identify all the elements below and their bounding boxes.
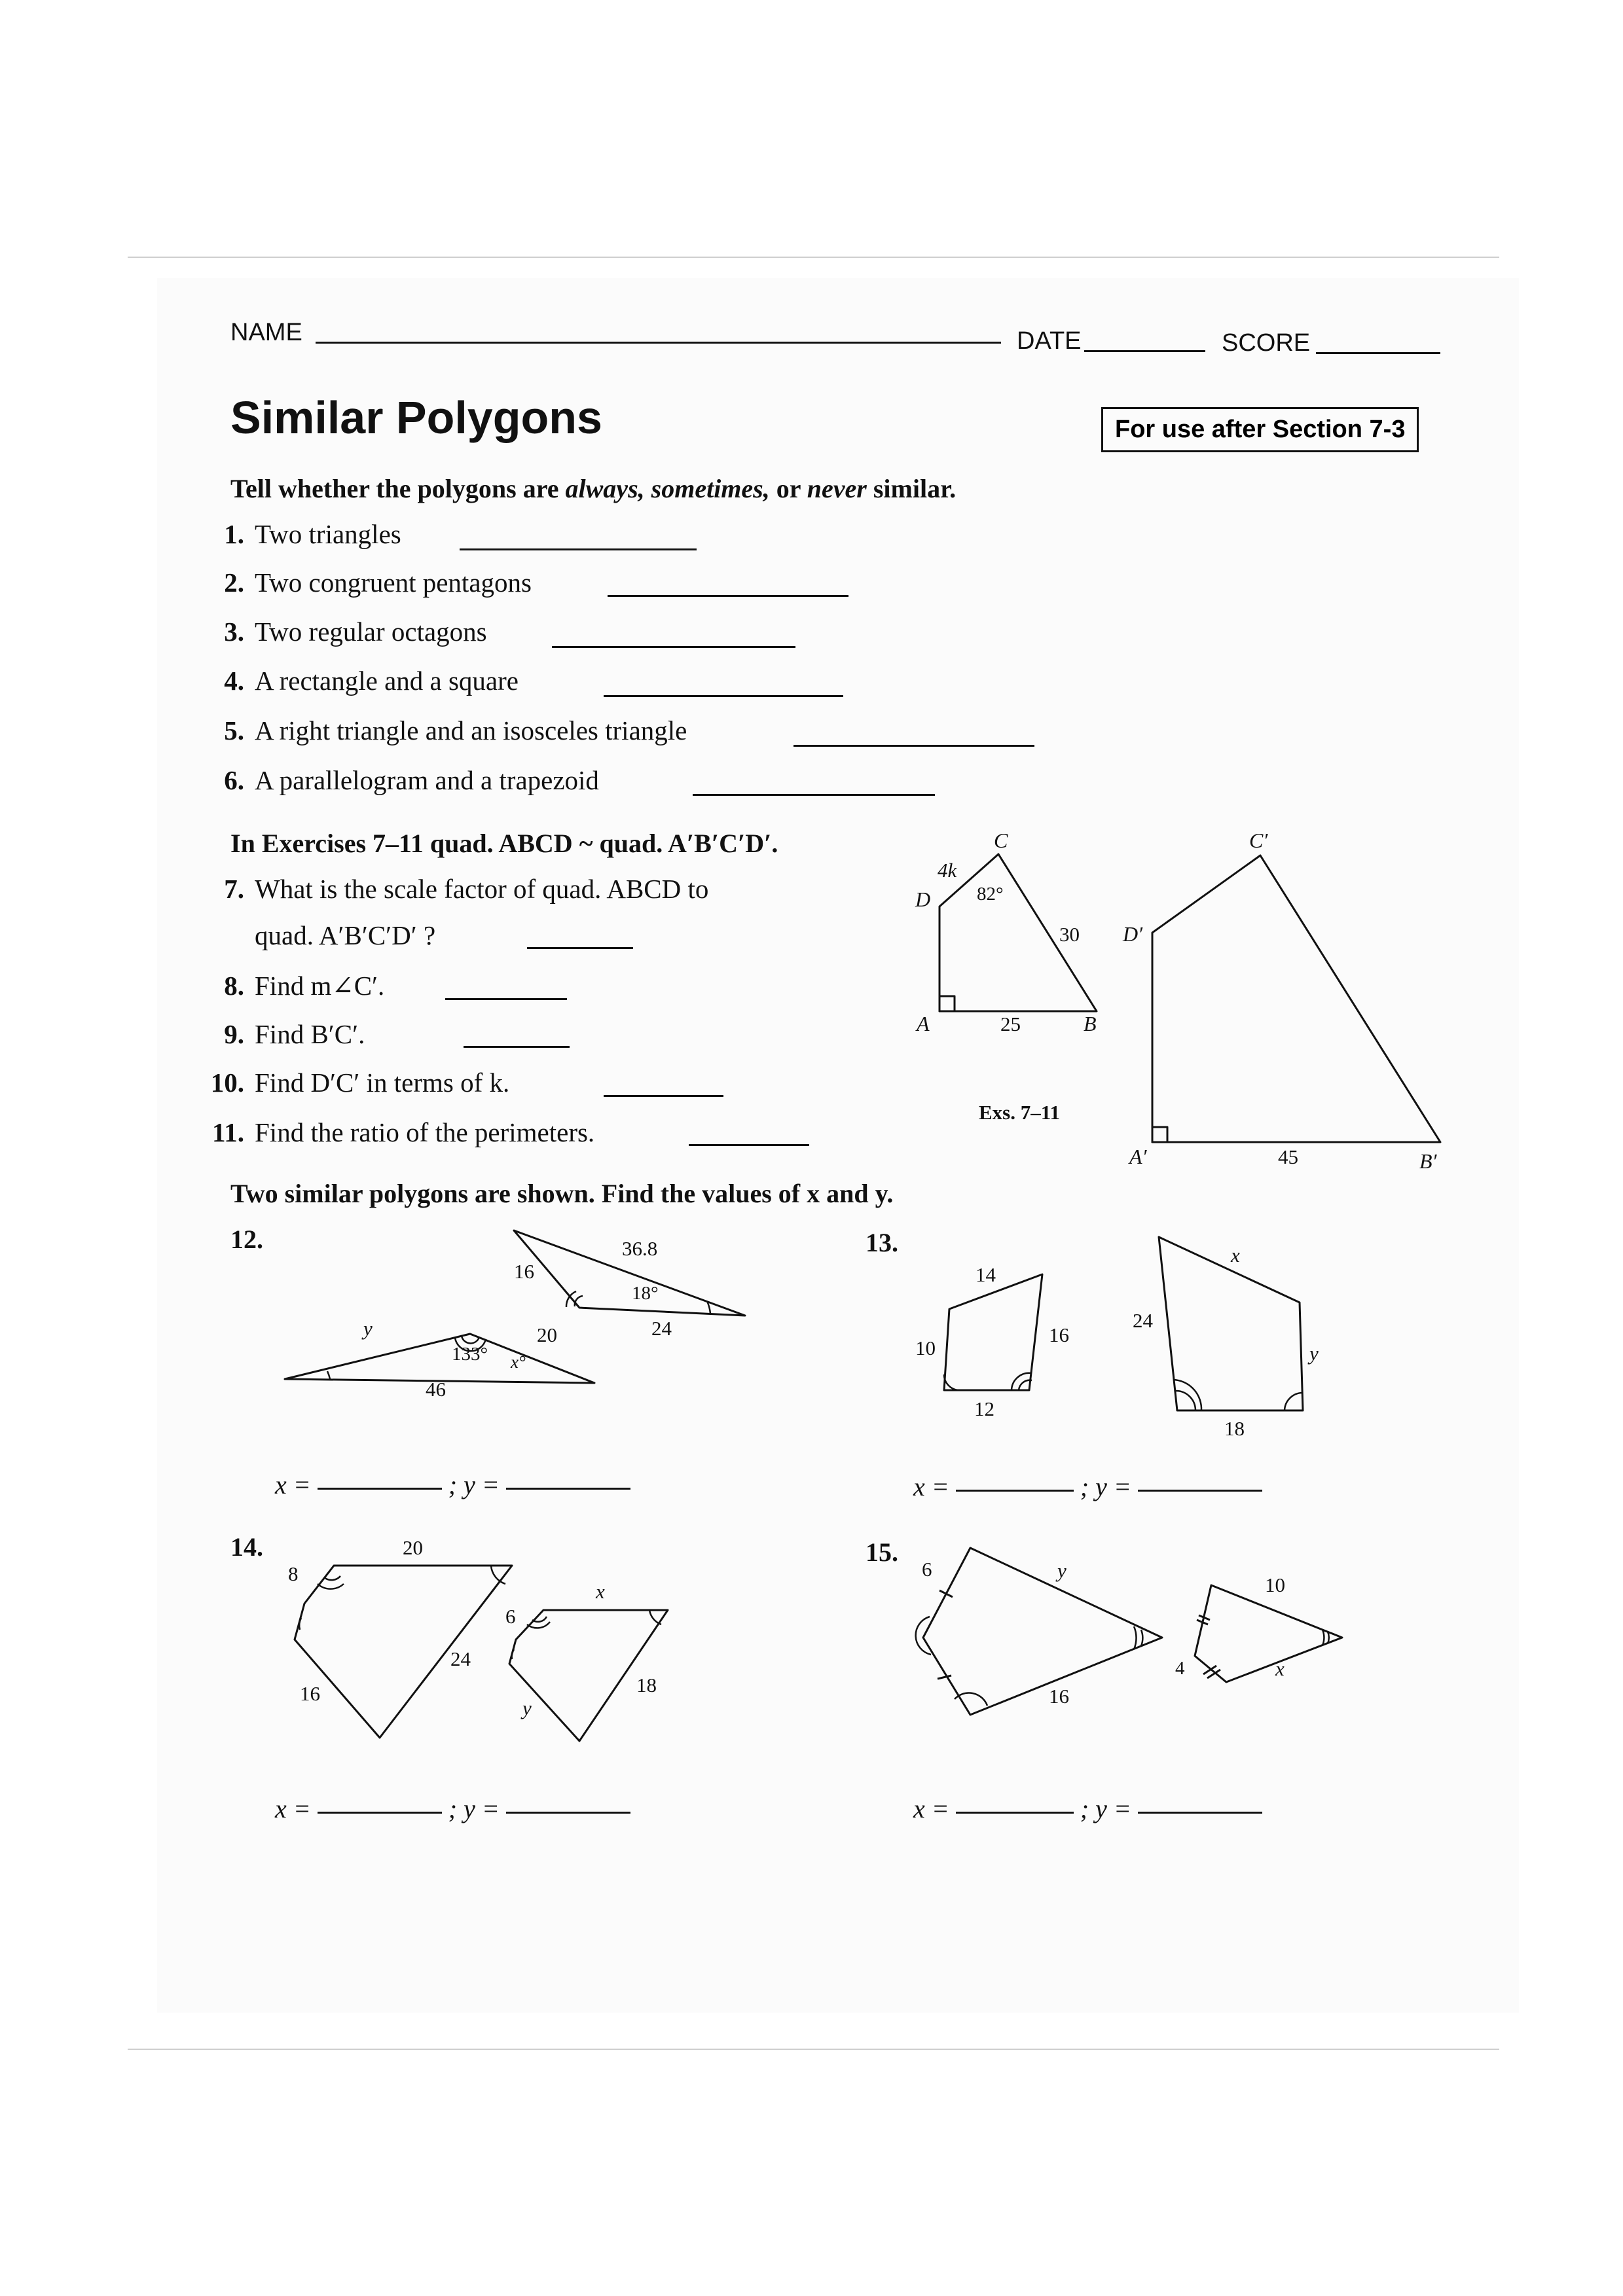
answer-blank-5[interactable] bbox=[793, 745, 1034, 747]
ex13-large-angle-mark-2 bbox=[1175, 1391, 1195, 1410]
label-25: 25 bbox=[1000, 1013, 1021, 1035]
ex15-x-blank[interactable] bbox=[956, 1812, 1074, 1814]
answer-blank-7[interactable] bbox=[527, 947, 633, 949]
ex12-x-blank[interactable] bbox=[318, 1488, 442, 1490]
date-field[interactable] bbox=[1084, 350, 1205, 352]
ex14-y-blank[interactable] bbox=[506, 1812, 630, 1814]
ex15-label-y: y bbox=[1057, 1559, 1067, 1582]
label-B: B bbox=[1084, 1012, 1097, 1035]
label-C-prime: C′ bbox=[1249, 829, 1268, 852]
exercise-14-number: 14. bbox=[230, 1532, 263, 1562]
ex15-label-4: 4 bbox=[1175, 1658, 1185, 1679]
ex14-label-x: x bbox=[596, 1580, 605, 1603]
question-7: 7. What is the scale factor of quad. ABCD to bbox=[224, 874, 709, 904]
answer-blank-3[interactable] bbox=[552, 646, 795, 648]
word-or: or bbox=[776, 474, 801, 503]
ex13-large-angle-mark-3 bbox=[1285, 1393, 1302, 1410]
large-quadrilateral bbox=[1152, 855, 1440, 1142]
ex14-label-8: 8 bbox=[288, 1562, 299, 1585]
figure-exs-7-11 bbox=[903, 825, 1453, 1178]
ex15-x-label: x = bbox=[913, 1794, 949, 1823]
word-never: never bbox=[807, 474, 867, 503]
ex12-label-18deg: 18° bbox=[632, 1283, 659, 1304]
ex14-large-angle-1a bbox=[318, 1584, 344, 1589]
ex13-x-label: x = bbox=[913, 1472, 949, 1501]
question-5: 5. A right triangle and an isosceles triangle bbox=[224, 715, 687, 745]
figure-exercise-15 bbox=[903, 1525, 1388, 1741]
question-1: 1. Two triangles bbox=[224, 519, 401, 549]
name-label: NAME bbox=[230, 319, 302, 346]
date-label: DATE bbox=[1017, 327, 1082, 355]
word-always: always, bbox=[565, 474, 645, 503]
ex12-label-36-8: 36.8 bbox=[622, 1237, 658, 1260]
ex12-label-24: 24 bbox=[651, 1317, 672, 1340]
ex13-answer bbox=[913, 1471, 1262, 1502]
label-4k: 4k bbox=[938, 859, 957, 882]
figure-caption: Exs. 7–11 bbox=[979, 1101, 1061, 1124]
question-6: 6. A parallelogram and a trapezoid bbox=[224, 765, 599, 795]
ex12-label-16: 16 bbox=[514, 1260, 534, 1283]
ex13-x-blank[interactable] bbox=[956, 1490, 1074, 1492]
section-note-box: For use after Section 7-3 bbox=[1101, 407, 1419, 452]
ex15-large-angle-2a bbox=[1134, 1626, 1137, 1649]
label-30: 30 bbox=[1059, 923, 1080, 946]
ex12-label-46: 46 bbox=[426, 1378, 446, 1401]
answer-blank-1[interactable] bbox=[460, 548, 697, 550]
ex15-label-16: 16 bbox=[1049, 1685, 1069, 1708]
ex12-label-x-deg: x° bbox=[511, 1352, 526, 1372]
ex13-y-label: ; y = bbox=[1080, 1472, 1131, 1501]
exercise-15-number: 15. bbox=[866, 1537, 898, 1567]
answer-blank-6[interactable] bbox=[693, 794, 935, 796]
label-D-prime: D′ bbox=[1123, 922, 1143, 946]
figure-exercise-14 bbox=[275, 1525, 707, 1761]
answer-blank-10[interactable] bbox=[604, 1095, 723, 1097]
ex15-label-10: 10 bbox=[1265, 1573, 1285, 1596]
ex15-label-x: x bbox=[1275, 1657, 1285, 1680]
ex15-small-angle-1a bbox=[1322, 1630, 1324, 1645]
ex12-x-label: x = bbox=[275, 1470, 311, 1499]
ex14-label-18: 18 bbox=[636, 1674, 657, 1696]
exercise-12-number: 12. bbox=[230, 1225, 263, 1254]
question-10: 10. Find D′C′ in terms of k. bbox=[210, 1067, 510, 1098]
answer-blank-4[interactable] bbox=[604, 695, 843, 697]
page-title: Similar Polygons bbox=[230, 392, 602, 443]
part1-instruction-prefix: Tell whether the polygons are bbox=[230, 474, 559, 503]
ex14-label-16: 16 bbox=[300, 1682, 320, 1705]
ex15-y-label: ; y = bbox=[1080, 1794, 1131, 1823]
ex13-small-angle-mark-1 bbox=[944, 1374, 960, 1390]
figure-exercise-12 bbox=[275, 1217, 759, 1414]
word-sometimes: sometimes, bbox=[651, 474, 770, 503]
label-A-prime: A′ bbox=[1129, 1145, 1147, 1168]
ex14-large-angle-2 bbox=[491, 1566, 505, 1584]
figure-exercise-13 bbox=[903, 1217, 1395, 1453]
label-D: D bbox=[915, 888, 931, 911]
ex12-answer bbox=[275, 1469, 630, 1500]
score-label: SCORE bbox=[1222, 329, 1311, 357]
ex14-x-label: x = bbox=[275, 1794, 311, 1823]
ex14-label-y: y bbox=[522, 1696, 532, 1719]
answer-blank-8[interactable] bbox=[445, 998, 567, 1000]
name-field[interactable] bbox=[316, 342, 1001, 344]
ex14-label-20: 20 bbox=[403, 1536, 423, 1559]
question-2: 2. Two congruent pentagons bbox=[224, 567, 532, 598]
label-A: A bbox=[917, 1012, 930, 1035]
top-border-line bbox=[128, 257, 1499, 258]
answer-blank-11[interactable] bbox=[689, 1144, 809, 1146]
question-11: 11. Find the ratio of the perimeters. bbox=[212, 1117, 595, 1147]
ex15-large-quadrilateral bbox=[923, 1548, 1162, 1715]
ex12-y-blank[interactable] bbox=[506, 1488, 630, 1490]
ex13-label-18: 18 bbox=[1224, 1417, 1245, 1440]
ex14-y-label: ; y = bbox=[448, 1794, 500, 1823]
part1-instruction bbox=[230, 473, 956, 504]
score-field[interactable] bbox=[1316, 352, 1440, 354]
part3-instruction: Two similar polygons are shown. Find the values of x and y. bbox=[230, 1179, 894, 1208]
ex14-large-angle-3 bbox=[299, 1618, 301, 1630]
ex13-y-blank[interactable] bbox=[1138, 1490, 1262, 1492]
small-right-angle-mark bbox=[939, 996, 955, 1011]
ex12-label-133deg: 133° bbox=[452, 1344, 488, 1365]
exercise-13-number: 13. bbox=[866, 1228, 898, 1257]
ex15-large-tick-2 bbox=[938, 1676, 951, 1679]
ex15-label-6: 6 bbox=[922, 1558, 932, 1581]
answer-blank-2[interactable] bbox=[608, 595, 848, 597]
label-B-prime: B′ bbox=[1419, 1149, 1437, 1173]
ex12-angle-mark-small-3 bbox=[327, 1371, 330, 1379]
ex15-small-angle-1b bbox=[1328, 1632, 1329, 1643]
ex14-x-blank[interactable] bbox=[318, 1812, 442, 1814]
ex12-y-label: ; y = bbox=[448, 1470, 500, 1499]
question-3: 3. Two regular octagons bbox=[224, 617, 487, 647]
ex13-label-12: 12 bbox=[974, 1397, 994, 1420]
large-right-angle-mark bbox=[1152, 1127, 1167, 1142]
label-82deg: 82° bbox=[977, 884, 1004, 905]
ex13-label-x: x bbox=[1231, 1244, 1240, 1266]
question-8: 8. Find m∠C′. bbox=[224, 971, 385, 1001]
ex14-answer bbox=[275, 1793, 630, 1824]
answer-blank-9[interactable] bbox=[464, 1046, 570, 1048]
ex13-label-14: 14 bbox=[976, 1263, 996, 1286]
part2-instruction: In Exercises 7–11 quad. ABCD ~ quad. A′B′C′D′. bbox=[230, 829, 778, 858]
ex14-label-24: 24 bbox=[450, 1647, 471, 1670]
ex15-small-quadrilateral bbox=[1195, 1585, 1342, 1682]
question-7-cont: quad. A′B′C′D′ ? bbox=[255, 920, 436, 950]
ex12-label-20: 20 bbox=[537, 1323, 557, 1346]
ex12-label-y: y bbox=[363, 1317, 373, 1340]
ex14-large-pentagon bbox=[295, 1566, 512, 1738]
ex13-label-10: 10 bbox=[915, 1336, 936, 1359]
bottom-border-line bbox=[128, 2049, 1499, 2050]
part1-instruction-suffix: similar. bbox=[873, 474, 957, 503]
question-4: 4. A rectangle and a square bbox=[224, 666, 519, 696]
label-45: 45 bbox=[1278, 1145, 1298, 1168]
ex14-label-6: 6 bbox=[505, 1605, 516, 1628]
ex15-y-blank[interactable] bbox=[1138, 1812, 1262, 1814]
ex13-label-24: 24 bbox=[1133, 1309, 1153, 1332]
ex13-small-angle-mark-2 bbox=[1012, 1373, 1031, 1390]
ex13-label-y: y bbox=[1309, 1342, 1319, 1365]
ex13-label-16: 16 bbox=[1049, 1323, 1069, 1346]
ex15-large-angle-3 bbox=[955, 1693, 987, 1706]
ex15-large-angle-2b bbox=[1141, 1630, 1142, 1646]
question-9: 9. Find B′C′. bbox=[224, 1019, 365, 1049]
label-C: C bbox=[994, 829, 1008, 852]
ex15-answer bbox=[913, 1793, 1262, 1824]
